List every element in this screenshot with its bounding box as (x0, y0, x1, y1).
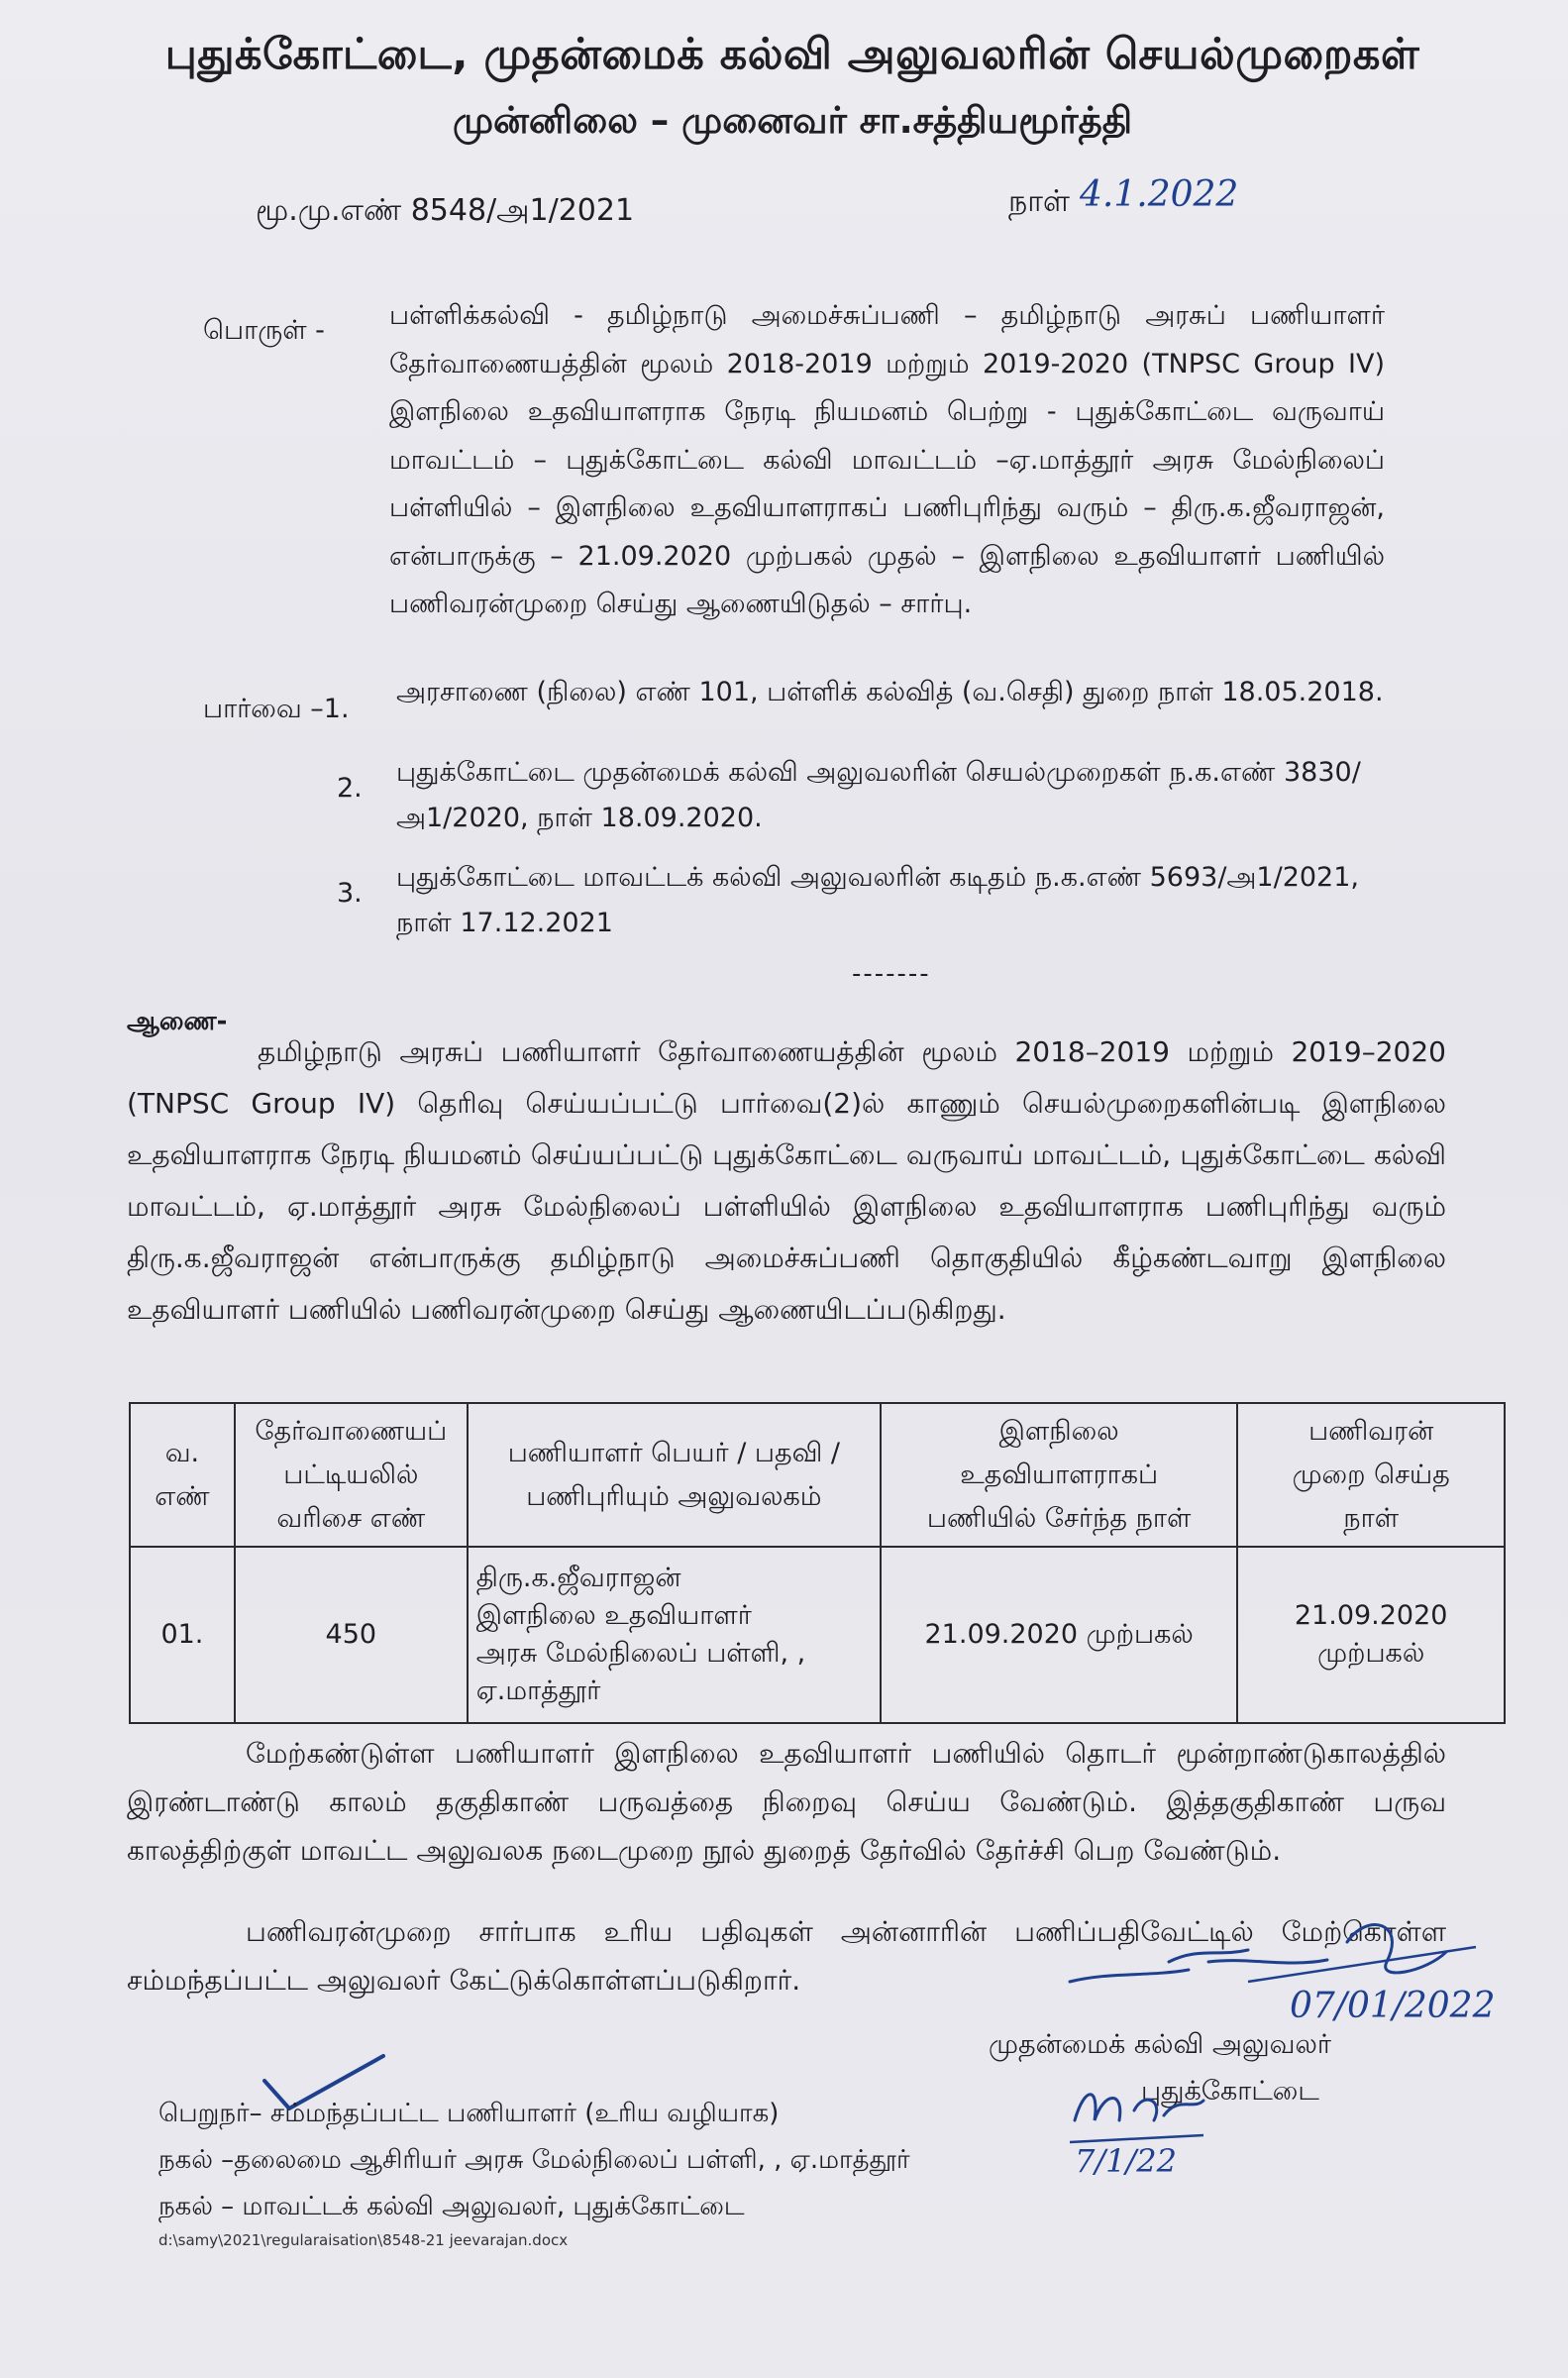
signatory-designation: முதன்மைக் கல்வி அலுவலர் (989, 2029, 1332, 2060)
initial-scribble (1065, 2081, 1213, 2150)
regularisation-table (129, 1402, 1506, 1724)
reference-item-3: புதுக்கோட்டை மாவட்டக் கல்வி அலுவலரின் கடிதம் ந.க.எண் 5693/அ1/2021, நாள் 17.12.2021 (396, 862, 1359, 938)
cell-rank: 450 (235, 1547, 468, 1723)
header-rank: தேர்வாணையப் பட்டியலில் வரிசை எண் (235, 1403, 468, 1547)
probation-paragraph: மேற்கண்டுள்ள பணியாளர் இளநிலை உதவியாளர் பணியில் தொடர் மூன்றாண்டுகாலத்தில் இரண்டாண்டு காலம் தகுதிகாண் பருவத்தை நிறைவு செய்ய வேண்டும். இத்தகுதிகாண் பருவ காலத்திற்குள் மாவட்ட அலுவலக நடைமுறை நூல் துறைத் தேர்வில் தேர்ச்சி பெற வேண்டும். (127, 1737, 1446, 1867)
date-label: நாள் (1008, 184, 1070, 219)
cell-regularised-date: 21.09.2020 முற்பகல் (1237, 1547, 1505, 1723)
header-sno: வ. எண் (130, 1403, 235, 1547)
header-regularised-date: பணிவரன் முறை செய்த நாள் (1237, 1403, 1505, 1547)
subject-label: பொருள் - (203, 315, 325, 346)
page-subtitle: முன்னிலை – முனைவர் சா.சத்தியமூர்த்தி (452, 99, 1133, 142)
cell-name: திரு.க.ஜீவராஜன் இளநிலை உதவியாளர் அரசு மேல்நிலைப் பள்ளி, , ஏ.மாத்தூர் (468, 1547, 881, 1723)
subject-text: பள்ளிக்கல்வி - தமிழ்நாடு அமைச்சுப்பணி – தமிழ்நாடு அரசுப் பணியாளர் தேர்வாணையத்தின் மூலம் 2018-2019 மற்றும் 2019-2020 (TNPSC Group IV) இளநிலை உதவியாளராக நேரடி நியமனம் பெற்று - புதுக்கோட்டை வருவாய் மாவட்டம் – புதுக்கோட்டை கல்வி மாவட்டம் –ஏ.மாத்தூர் அரசு மேல்நிலைப் பள்ளியில் – இளநிலை உதவியாளராகப் பணிபுரிந்து வரும் – திரு.க.ஜீவராஜன், என்பாருக்கு – 21.09.2020 முற்பகல் முதல் – இளநிலை உதவியாளர் பணியில் பணிவரன்முறை செய்து ஆணையிடுதல் – சார்பு. (389, 300, 1385, 619)
handwritten-initial-date: 7/1/22 (1075, 2142, 1177, 2180)
signatory-place: புதுக்கோட்டை (1141, 2076, 1319, 2107)
table-row (130, 1547, 1505, 1723)
reference-item-1: அரசாணை (நிலை) எண் 101, பள்ளிக் கல்வித் (வ.செதி) துறை நாள் 18.05.2018. (396, 677, 1384, 707)
page-title: புதுக்கோட்டை, முதன்மைக் கல்வி அலுவலரின் செயல்முறைகள் (164, 30, 1420, 79)
table-header-row (130, 1403, 1505, 1547)
reference-number-2: 2. (337, 773, 363, 804)
handwritten-date: 4.1.2022 (1080, 174, 1239, 215)
service-register-paragraph: பணிவரன்முறை சார்பாக உரிய பதிவுகள் அன்னாரின் பணிப்பதிவேட்டில் மேற்கொள்ள சம்மந்தப்பட்ட அலுவலர் கேட்டுக்கொள்ளப்படுகிறார். (127, 1915, 1446, 1997)
reference-number-3: 3. (337, 878, 363, 909)
copy-to-recipient: பெறுநர்– சம்மந்தப்பட்ட பணியாளர் (உரிய வழியாக) (158, 2099, 780, 2128)
separator: ------- (852, 959, 931, 989)
cell-join-date: 21.09.2020 முற்பகல் (881, 1547, 1237, 1723)
reference-number: மூ.மு.எண் 8548/அ1/2021 (256, 193, 635, 228)
copy-to-headmaster: நகல் –தலைமை ஆசிரியர் அரசு மேல்நிலைப் பள்ளி, , ஏ.மாத்தூர் (158, 2145, 910, 2175)
header-join-date: இளநிலை உதவியாளராகப் பணியில் சேர்ந்த நாள் (881, 1403, 1237, 1547)
cell-sno: 01. (130, 1547, 235, 1723)
file-path: d:\samy\2021\regularaisation\8548-21 jeevarajan.docx (158, 2231, 569, 2249)
handwritten-sign-date: 07/01/2022 (1290, 1986, 1496, 2026)
order-label: ஆணை- (127, 1007, 228, 1036)
order-body: தமிழ்நாடு அரசுப் பணியாளர் தேர்வாணையத்தின் மூலம் 2018–2019 மற்றும் 2019–2020 (TNPSC Group IV) தெரிவு செய்யப்பட்டு பார்வை(2)ல் காணும் செயல்முறைகளின்படி இளநிலை உதவியாளராக நேரடி நியமனம் செய்யப்பட்டு புதுக்கோட்டை வருவாய் மாவட்டம், புதுக்கோட்டை கல்வி மாவட்டம், ஏ.மாத்தூர் அரசு மேல்நிலைப் பள்ளியில் இளநிலை உதவியாளராக பணிபுரிந்து வரும் திரு.க.ஜீவராஜன் என்பாருக்கு தமிழ்நாடு அமைச்சுப்பணி தொகுதியில் கீழ்கண்டவாறு இளநிலை உதவியாளர் பணியில் பணிவரன்முறை செய்து ஆணையிடப்படுகிறது. (127, 1035, 1446, 1326)
reference-label: பார்வை –1. (203, 694, 350, 724)
copy-to-deo: நகல் – மாவட்டக் கல்வி அலுவலர், புதுக்கோட்டை (158, 2192, 745, 2221)
reference-item-2: புதுக்கோட்டை முதன்மைக் கல்வி அலுவலரின் செயல்முறைகள் ந.க.எண் 3830/அ1/2020, நாள் 18.09.2020. (396, 757, 1361, 833)
header-name: பணியாளர் பெயர் / பதவி / பணிபுரியும் அலுவலகம் (468, 1403, 881, 1547)
